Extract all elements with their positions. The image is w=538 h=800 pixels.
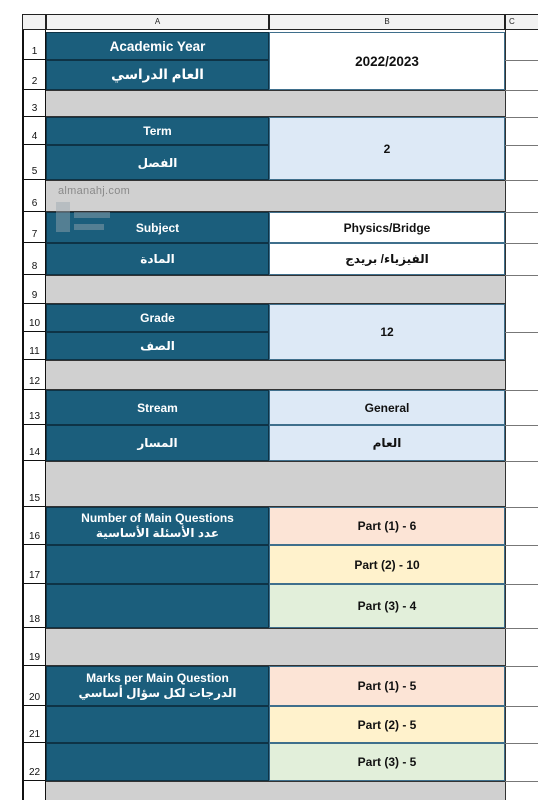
grade-label-en[interactable] [46,304,269,332]
row-header-10[interactable] [22,304,46,332]
cell-text: Marks per Main Question [86,671,229,685]
stream-label-ar[interactable] [46,425,269,461]
row-header-3[interactable] [22,90,46,117]
cell-text: Part (1) - 5 [357,679,417,693]
row-number: 10 [28,318,41,329]
row-header-6[interactable] [22,180,46,212]
cell-text: Physics/Bridge [343,220,431,235]
row-header-4[interactable] [22,117,46,145]
row-header-18[interactable] [22,584,46,628]
row-header-12[interactable] [22,360,46,390]
cell-text: Part (1) - 6 [357,519,417,533]
main-questions-part-1[interactable] [269,507,505,545]
cell-text: Subject [135,220,180,235]
row-header-22[interactable] [22,743,46,781]
column-header-b[interactable] [269,14,505,30]
gridline [505,743,538,744]
row-number: 7 [31,229,38,240]
row-number: 8 [31,261,38,272]
row-header-21[interactable] [22,706,46,743]
gridline [505,145,538,146]
cell-text: Number of Main Questions [81,511,234,525]
row-number: 3 [31,103,38,114]
gridline [505,666,538,667]
cell-text: الصف [140,339,175,353]
cell-text: Term [143,124,172,138]
cell-text: Part (2) - 10 [354,557,420,572]
row-header-5[interactable] [22,145,46,180]
separator-row[interactable] [46,275,505,304]
row-number: 18 [28,614,41,625]
gridline [505,180,538,181]
row-number: 17 [28,570,41,581]
row-header-11[interactable] [22,332,46,360]
subject-label-ar[interactable] [46,243,269,275]
blue-empty-cell[interactable] [46,584,269,628]
gridline [505,584,538,585]
cell-text: العام الدراسي [111,67,204,82]
cell-text: المادة [140,252,175,266]
subject-value-en[interactable] [269,212,505,243]
row-number: 15 [28,493,41,504]
blue-empty-cell[interactable] [46,706,269,743]
row-header-19[interactable] [22,628,46,666]
blue-empty-cell[interactable] [46,743,269,781]
main-questions-part-2[interactable] [269,545,505,584]
main-questions-label[interactable] [46,507,269,545]
main-questions-part-3[interactable] [269,584,505,628]
stream-label-en[interactable] [46,390,269,425]
column-header-c[interactable] [505,14,538,30]
gridline [505,461,538,462]
grade-value[interactable] [269,304,505,360]
gridline [505,212,538,213]
row-header-16[interactable] [22,507,46,545]
grade-label-ar[interactable] [46,332,269,360]
cell-text: 12 [380,325,394,339]
row-number: 12 [28,376,41,387]
row-number: 16 [28,531,41,542]
row-header-17[interactable] [22,545,46,584]
gridline [505,275,538,276]
gridline [505,390,538,391]
cell-text: Stream [137,400,178,415]
academic-year-label-en[interactable] [46,32,269,60]
separator-row[interactable] [46,781,505,800]
stream-value-ar[interactable] [269,425,505,461]
term-label-ar[interactable] [46,145,269,180]
gridline [505,60,538,61]
marks-part-2[interactable] [269,706,505,743]
row-number: 5 [31,166,38,177]
stream-value-en[interactable] [269,390,505,425]
separator-row[interactable] [46,90,505,117]
row-number: 6 [31,198,38,209]
academic-year-value[interactable] [269,32,505,90]
cell-text: Part (2) - 5 [357,717,417,732]
gridline [505,781,538,782]
row-number: 22 [28,767,41,778]
row-header-23[interactable] [22,781,46,800]
row-number: 14 [28,447,41,458]
row-header-20[interactable] [22,666,46,706]
marks-part-3[interactable] [269,743,505,781]
watermark-logo-icon [54,200,114,240]
cell-text: Part (3) - 4 [357,599,417,613]
row-header-13[interactable] [22,390,46,425]
marks-label[interactable] [46,666,269,706]
column-header-c-label: C [509,17,515,26]
gridline [505,706,538,707]
cell-text: العام [372,436,402,450]
marks-part-1[interactable] [269,666,505,706]
cell-text: الفصل [137,155,178,170]
subject-value-ar[interactable] [269,243,505,275]
cell-text: Grade [140,311,175,325]
cell-text: Academic Year [109,38,206,54]
cell-text: Part (3) - 5 [357,755,417,769]
gridline [505,425,538,426]
separator-row[interactable] [46,628,505,666]
select-all-corner[interactable] [22,14,46,30]
gridline [505,90,538,91]
academic-year-label-ar[interactable] [46,60,269,90]
gridline [505,545,538,546]
column-header-a-label: A [154,17,161,26]
term-value[interactable] [269,117,505,180]
cell-text: 2022/2023 [355,53,419,69]
row-number: 2 [31,76,38,87]
cell-text: General [364,400,410,415]
gridline [505,507,538,508]
row-number: 4 [31,131,38,142]
cell-text: 2 [383,141,391,156]
row-header-15[interactable] [22,461,46,507]
row-number: 13 [28,411,41,422]
column-header-b-label: B [384,17,390,26]
row-number: 20 [28,692,41,703]
row-header-1[interactable] [22,30,46,60]
cell-text: الفيزياء/ بريدج [345,252,429,266]
gridline [505,332,538,333]
separator-row[interactable] [46,360,505,390]
column-header-a[interactable] [46,14,269,30]
row-header-7[interactable] [22,212,46,243]
row-number: 1 [31,46,38,57]
cell-text: الدرجات لكل سؤال أساسي [78,686,237,700]
term-label-en[interactable] [46,117,269,145]
separator-row[interactable] [46,461,505,507]
row-header-2[interactable] [22,60,46,90]
blue-empty-cell[interactable] [46,545,269,584]
gridline [505,117,538,118]
row-number: 11 [29,346,40,357]
watermark-text: almanahj.com [58,185,131,197]
row-header-9[interactable] [22,275,46,304]
row-header-14[interactable] [22,425,46,461]
cell-text: عدد الأسئلة الأساسية [95,526,220,540]
gridline [505,628,538,629]
cell-text: المسار [137,436,178,450]
row-number: 19 [28,652,41,663]
row-number: 9 [31,290,38,301]
gridline [505,243,538,244]
row-number: 21 [28,729,41,740]
row-header-8[interactable] [22,243,46,275]
